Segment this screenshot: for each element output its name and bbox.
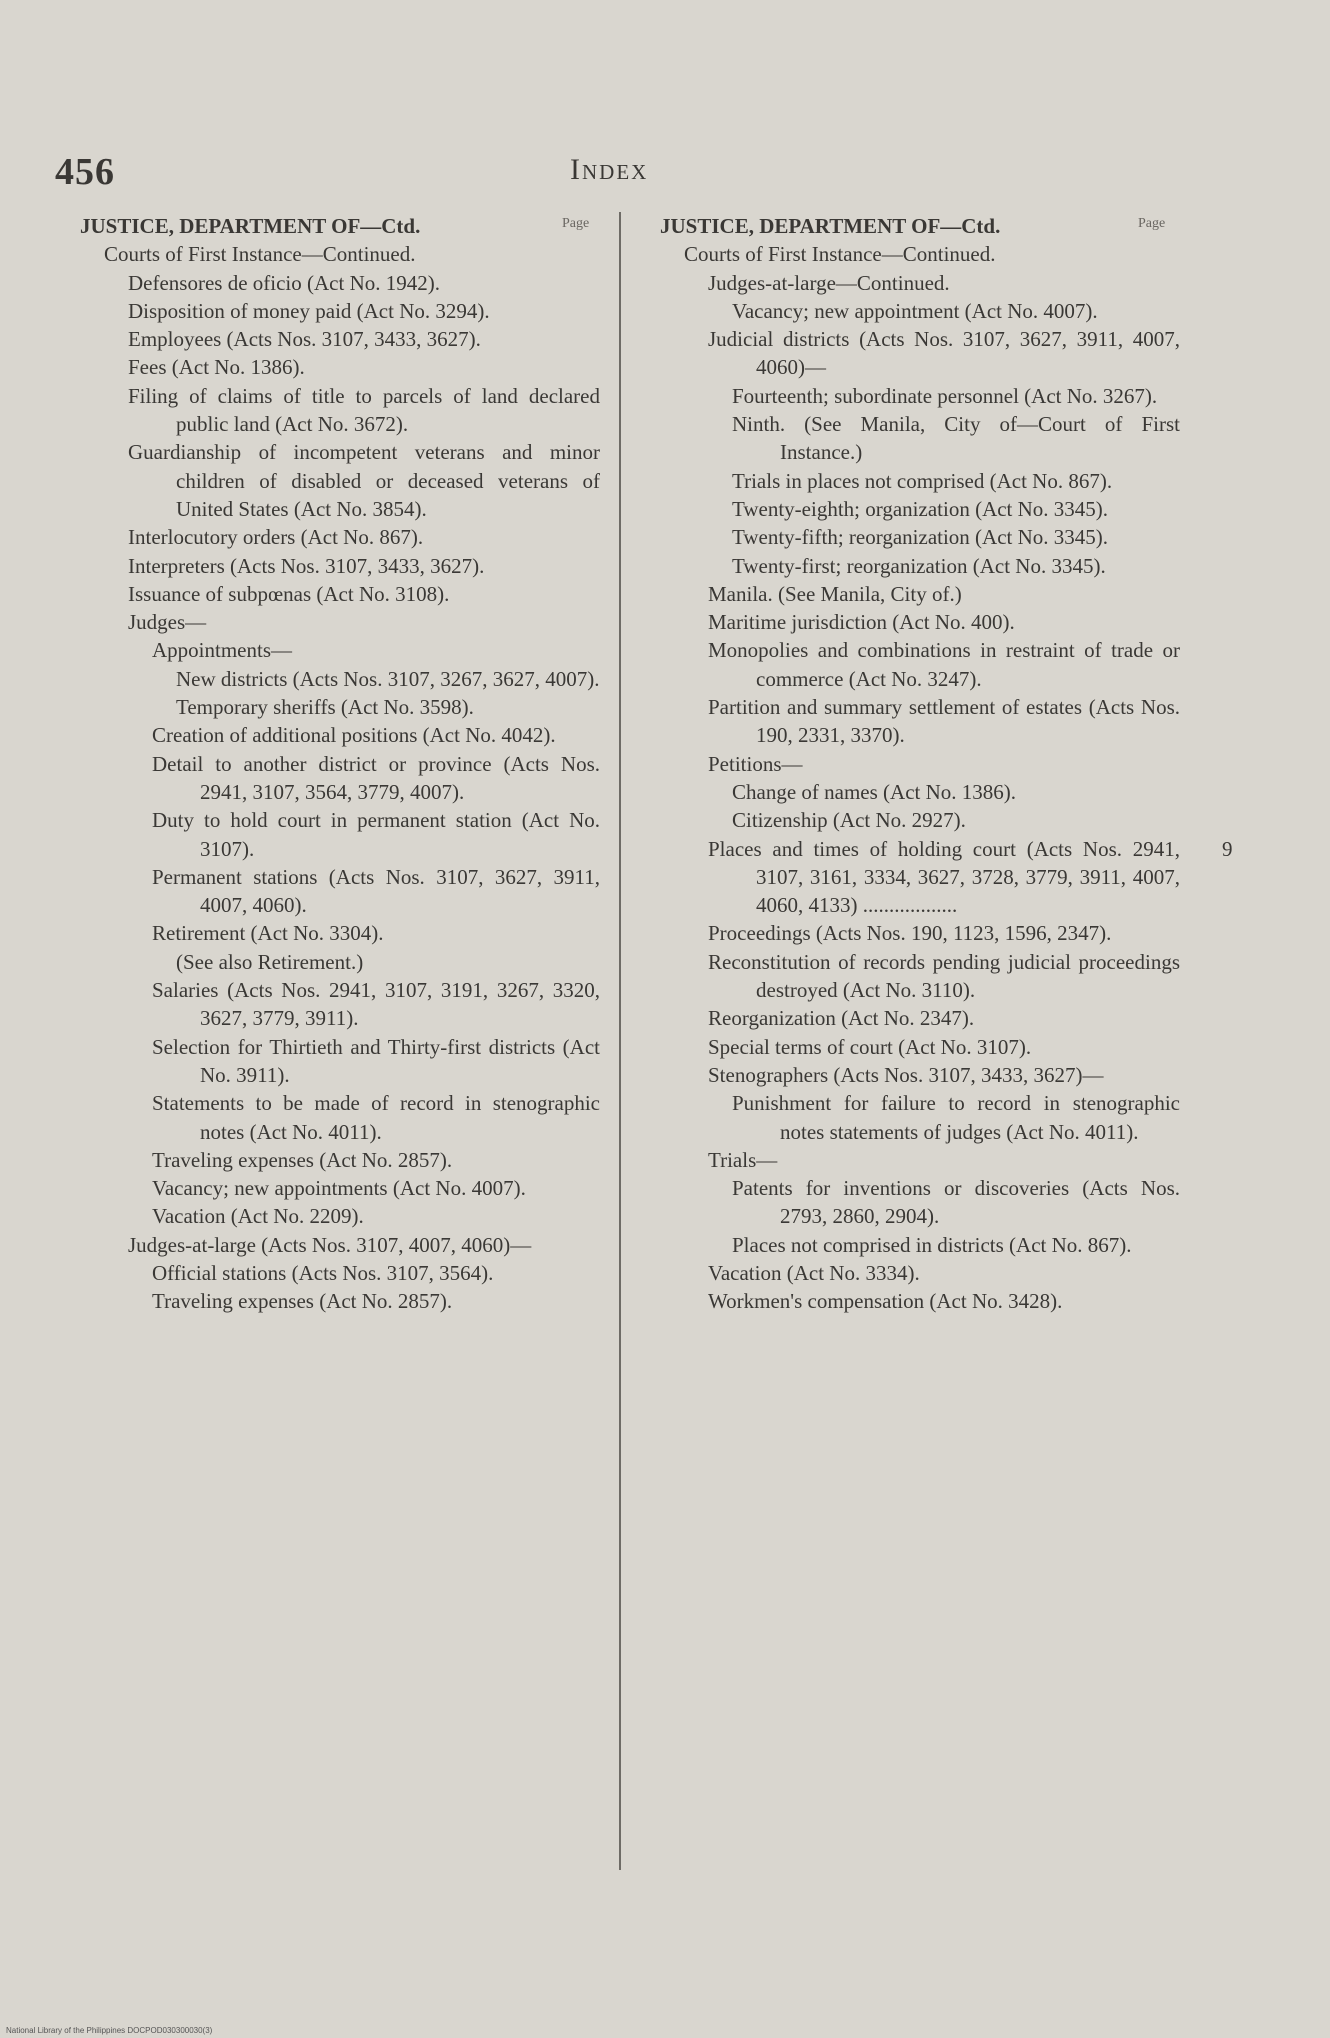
- entry-text: Issuance of subpœnas (Act No. 3108).: [128, 581, 450, 606]
- page-column-label-left: Page: [562, 216, 590, 231]
- entry-text: Partition and summary settlement of estates (Acts Nos. 190, 2331, 3370).: [708, 695, 1180, 748]
- entry-text: Traveling expenses (Act No. 2857).: [152, 1289, 453, 1314]
- entry-text: Vacation (Act No. 3334).: [708, 1260, 920, 1285]
- index-entry: [660, 693, 1180, 750]
- entry-text: Judges-at-large (Acts Nos. 3107, 4007, 4060)—: [128, 1232, 532, 1257]
- index-entry: [80, 608, 600, 636]
- column-divider: [619, 212, 621, 1870]
- entry-text: Employees (Acts Nos. 3107, 3433, 3627).: [128, 327, 481, 352]
- entry-text: Trials in places not comprised (Act No. 867).: [732, 468, 1113, 493]
- left-column: [80, 212, 600, 1316]
- left-entry-list: [80, 212, 600, 1316]
- index-entry: [80, 1089, 600, 1146]
- index-entry: [660, 1259, 1180, 1287]
- index-heading: [80, 212, 600, 240]
- index-entry: [80, 297, 600, 325]
- index-entry: [80, 1146, 600, 1174]
- index-entry: [660, 1033, 1180, 1061]
- index-entry: [80, 580, 600, 608]
- index-entry: [660, 382, 1180, 410]
- index-entry: [660, 1089, 1180, 1146]
- index-entry: [660, 608, 1180, 636]
- entry-text: Change of names (Act No. 1386).: [732, 779, 1017, 804]
- entry-text: Vacancy; new appointment (Act No. 4007).: [732, 298, 1098, 323]
- entry-text: New districts (Acts Nos. 3107, 3267, 3627, 4007).: [176, 666, 600, 691]
- index-entry: [80, 636, 600, 664]
- footer-credit: National Library of the Philippines DOCPOD030300030(3): [6, 2026, 213, 2035]
- entry-text: Fees (Act No. 1386).: [128, 355, 305, 380]
- index-entry: [660, 552, 1180, 580]
- page-number: 456: [55, 151, 115, 193]
- entry-text: Selection for Thirtieth and Thirty-first districts (Act No. 3911).: [152, 1034, 600, 1087]
- entry-text: Vacancy; new appointments (Act No. 4007).: [152, 1176, 526, 1201]
- index-entry: [660, 495, 1180, 523]
- index-entry: [80, 806, 600, 863]
- entry-text: Trials—: [708, 1147, 778, 1172]
- index-entry: [80, 750, 600, 807]
- index-entry: [660, 467, 1180, 495]
- entry-text: Permanent stations (Acts Nos. 3107, 3627, 3911, 4007, 4060).: [152, 864, 600, 918]
- entry-text: Proceedings (Acts Nos. 190, 1123, 1596, 2347).: [708, 921, 1112, 946]
- entry-text: Disposition of money paid (Act No. 3294).: [128, 298, 490, 323]
- index-entry: [660, 410, 1180, 467]
- index-entry: [660, 580, 1180, 608]
- index-heading: [660, 212, 1180, 240]
- index-entry: Places and times of holding court (Acts Nos. 2941, 3107, 3161, 3334, 3627, 3728, 3779, 3911, 4007, 4060, 4133) .................. 9: [708, 836, 1233, 918]
- entry-text: Interpreters (Acts Nos. 3107, 3433, 3627).: [128, 553, 485, 578]
- entry-text: Defensores de oficio (Act No. 1942).: [128, 270, 440, 295]
- entry-text: Ninth. (See Manila, City of—Court of First Instance.): [732, 412, 1180, 465]
- index-entry: [80, 523, 600, 551]
- entry-text: Judges-at-large—Continued.: [708, 270, 950, 295]
- entry-text: Manila. (See Manila, City of.): [708, 581, 962, 606]
- index-entry: [80, 269, 600, 297]
- entry-text: JUSTICE, DEPARTMENT OF—Ctd.: [80, 214, 421, 238]
- index-entry: [80, 665, 600, 693]
- index-entry: [80, 919, 600, 947]
- index-entry: [660, 1146, 1180, 1174]
- entry-text: Petitions—: [708, 751, 803, 776]
- entry-text: Courts of First Instance—Continued.: [104, 242, 416, 267]
- index-entry: [80, 1033, 600, 1090]
- index-entry: [80, 1287, 600, 1315]
- entry-text: Special terms of court (Act No. 3107).: [708, 1034, 1032, 1059]
- entry-text: (See also Retirement.): [176, 949, 364, 974]
- entry-text: Workmen's compensation (Act No. 3428).: [708, 1289, 1063, 1314]
- index-entry: [80, 1174, 600, 1202]
- index-entry: [80, 976, 600, 1033]
- entry-text: Creation of additional positions (Act No. 4042).: [152, 723, 556, 748]
- entry-text: Courts of First Instance—Continued.: [684, 242, 996, 267]
- index-entry: [660, 778, 1180, 806]
- index-entry: [80, 948, 600, 976]
- entry-text: Stenographers (Acts Nos. 3107, 3433, 3627)—: [708, 1062, 1104, 1087]
- entry-text: Duty to hold court in permanent station (Act No. 3107).: [152, 808, 600, 861]
- entry-text: Salaries (Acts Nos. 2941, 3107, 3191, 3267, 3320, 3627, 3779, 3911).: [152, 978, 600, 1031]
- entry-text: Judicial districts (Acts Nos. 3107, 3627, 3911, 4007, 4060)—: [708, 327, 1180, 380]
- right-entry-list: [660, 212, 1233, 1316]
- page-column-label-right: Page: [1138, 216, 1166, 231]
- index-entry: [660, 325, 1180, 382]
- entry-text: Fourteenth; subordinate personnel (Act No. 3267).: [732, 383, 1158, 408]
- index-entry: [660, 948, 1180, 1005]
- entry-text: Places not comprised in districts (Act No. 867).: [732, 1232, 1132, 1257]
- entry-text: Judges—: [128, 610, 207, 635]
- index-entry: [80, 325, 600, 353]
- entry-text: Guardianship of incompetent veterans and minor children of disabled or deceased veterans of United States (Act No. 3854).: [128, 440, 600, 521]
- index-entry: [660, 1287, 1180, 1315]
- index-entry: [660, 919, 1180, 947]
- index-entry: [80, 1231, 600, 1259]
- index-entry: [660, 297, 1180, 325]
- running-head: Index: [570, 153, 649, 186]
- entry-text: Reorganization (Act No. 2347).: [708, 1006, 975, 1031]
- entry-text: Temporary sheriffs (Act No. 3598).: [176, 695, 474, 720]
- entry-text: Appointments—: [152, 638, 292, 663]
- entry-text: Filing of claims of title to parcels of land declared public land (Act No. 3672).: [128, 383, 600, 437]
- entry-text: Vacation (Act No. 2209).: [152, 1204, 364, 1229]
- entry-text: Twenty-eighth; organization (Act No. 3345).: [732, 496, 1109, 521]
- entry-text: Monopolies and combinations in restraint of trade or commerce (Act No. 3247).: [708, 638, 1180, 691]
- entry-text: Official stations (Acts Nos. 3107, 3564).: [152, 1260, 494, 1285]
- index-entry: [80, 438, 600, 523]
- index-entry: [80, 353, 600, 381]
- index-entry: [660, 636, 1180, 693]
- entry-text: Reconstitution of records pending judicial proceedings destroyed (Act No. 3110).: [708, 949, 1180, 1003]
- index-entry: [80, 863, 600, 920]
- entry-text: Interlocutory orders (Act No. 867).: [128, 525, 424, 550]
- entry-text: JUSTICE, DEPARTMENT OF—Ctd.: [660, 214, 1001, 238]
- entry-text: Twenty-fifth; reorganization (Act No. 3345).: [732, 525, 1109, 550]
- entry-text: Punishment for failure to record in stenographic notes statements of judges (Act No. 4011).: [732, 1091, 1180, 1144]
- entry-text: Traveling expenses (Act No. 2857).: [152, 1147, 453, 1172]
- index-entry: [80, 382, 600, 439]
- entry-text: Maritime jurisdiction (Act No. 400).: [708, 610, 1015, 635]
- index-entry: [660, 1061, 1180, 1089]
- index-entry: [80, 1202, 600, 1230]
- entry-text: Detail to another district or province (Acts Nos. 2941, 3107, 3564, 3779, 4007).: [152, 751, 600, 804]
- index-entry: [80, 1259, 600, 1287]
- index-entry: [660, 523, 1180, 551]
- index-entry: [660, 806, 1180, 834]
- entry-text: Citizenship (Act No. 2927).: [732, 808, 966, 833]
- index-entry: [80, 240, 600, 268]
- index-entry: [660, 750, 1180, 778]
- right-column: [660, 212, 1233, 1316]
- entry-text: Twenty-first; reorganization (Act No. 3345).: [732, 553, 1106, 578]
- index-entry: [80, 693, 600, 721]
- entry-text: Patents for inventions or discoveries (Acts Nos. 2793, 2860, 2904).: [732, 1176, 1180, 1229]
- index-entry: [660, 1174, 1180, 1231]
- index-entry: [660, 1004, 1180, 1032]
- index-entry: [80, 552, 600, 580]
- index-entry: [80, 721, 600, 749]
- entry-text: Places and times of holding court (Acts Nos. 2941, 3107, 3161, 3334, 3627, 3728, 3779, 3911, 4007, 4060, 4133) ..................: [708, 836, 1180, 918]
- index-entry: [660, 269, 1180, 297]
- index-entry: [660, 1231, 1180, 1259]
- index-entry: [660, 240, 1180, 268]
- entry-text: Retirement (Act No. 3304).: [152, 921, 384, 946]
- entry-text: Statements to be made of record in stenographic notes (Act No. 4011).: [152, 1091, 600, 1144]
